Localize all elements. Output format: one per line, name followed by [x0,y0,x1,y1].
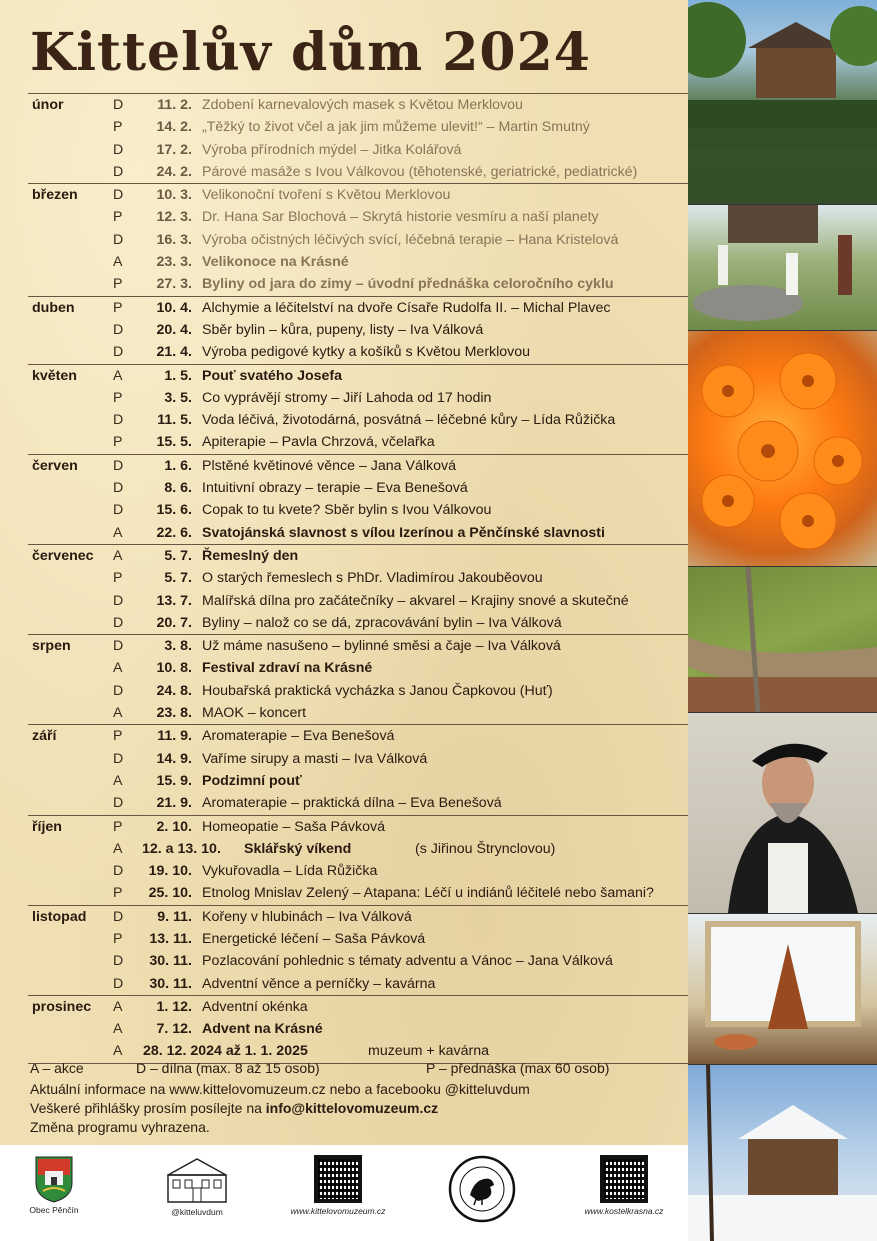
event-title: Velikonoce na Krásné [202,254,349,271]
qr-code-icon [600,1155,648,1203]
event-row [28,522,688,544]
kitteluvdum-label: @kitteluvdum [171,1207,223,1217]
event-title: muzeum + kavárna [368,1043,490,1060]
month-label: prosinec [32,998,92,1015]
event-title: Sběr bylin – kůra, pupeny, listy – Iva Válková [202,321,484,338]
event-row [28,590,688,612]
event-type: A [113,1021,123,1038]
month-group [28,815,688,905]
event-type: D [113,97,124,113]
event-title: Vykuřovadla – Lída Růžička [202,863,378,880]
event-title: Zdobení karnevalových masek s Květou Merklovou [202,97,523,113]
event-date: 15. 6. [156,502,192,519]
raven-stamp-icon [448,1155,516,1223]
event-title: Homeopatie – Saša Pávková [202,818,385,835]
event-type: A [113,254,123,271]
event-type: D [113,795,124,812]
event-date: 12. a 13. 10. [142,840,221,857]
event-row [28,251,688,273]
qr-code-icon [314,1155,362,1203]
event-type: D [113,638,124,655]
event-date: 5. 7. [164,570,192,587]
event-date: 28. 12. 2024 až 1. 1. 2025 [143,1043,308,1060]
month-group [28,905,688,995]
coat-of-arms-icon [33,1155,75,1203]
event-type: D [113,231,124,248]
marigold-photo-icon [688,331,877,566]
event-date: 17. 2. [156,141,192,158]
event-date: 16. 3. [156,231,192,248]
month-group [28,296,688,364]
garden-photo-icon [688,205,877,330]
event-title: Aromaterapie – Eva Benešová [202,728,395,745]
event-title: Voda léčivá, životodárná, posvátná – léčebné kůry – Lída Růžička [202,412,616,429]
event-type: D [113,502,124,519]
event-title: MAOK – koncert [202,705,307,722]
month-group [28,454,688,544]
event-type: P [113,209,123,226]
house-drawing-icon [162,1155,232,1205]
event-type: D [113,953,124,970]
event-type: D [113,682,124,699]
event-row [28,161,688,183]
event-date: 14. 9. [156,750,192,767]
event-date: 15. 5. [156,434,192,451]
event-row [28,229,688,251]
event-type: P [113,276,123,293]
info-registration-line [30,1099,680,1118]
event-date: 24. 8. [156,682,192,699]
event-date: 1. 5. [164,367,192,384]
event-row [28,567,688,589]
event-row [28,545,688,567]
event-title: Adventní okénka [202,998,308,1015]
portrait-photo-icon [688,713,877,913]
event-date: 8. 6. [164,480,192,497]
event-date: 10. 3. [156,187,192,204]
obec-pencin-logo [28,1155,80,1215]
event-title: Malířská dílna pro začátečníky – akvarel – Krajiny snové a skutečné [202,592,629,609]
event-date: 13. 7. [156,592,192,609]
event-date: 12. 3. [156,209,192,226]
obec-pencin-label: Obec Pěnčín [29,1205,79,1215]
event-row [28,206,688,228]
event-schedule [28,93,688,1064]
month-group [28,93,688,183]
event-row [28,657,688,679]
event-title: Pouť svatého Josefa [202,367,343,384]
event-row [28,816,688,838]
event-date: 1. 6. [164,457,192,474]
event-type: P [113,885,123,902]
event-date: 11. 9. [157,728,192,745]
event-row [28,680,688,702]
event-title: Plstěné květinové věnce – Jana Válková [202,457,456,474]
month-label: listopad [32,908,87,925]
event-title: Výroba pedigové kytky a košíků s Květou Merklovou [202,344,531,361]
event-row [28,341,688,363]
month-label: květen [32,367,77,384]
event-row [28,770,688,792]
qr-kostelkrasna-label: www.kostelkrasna.cz [584,1206,664,1216]
event-date: 19. 10. [148,863,192,880]
legend [30,1058,680,1078]
event-row [28,996,688,1018]
info-email-link[interactable]: info@kittelovomuzeum.cz [265,1100,439,1116]
info-registration-text: Veškeré přihlášky prosím posílejte na [30,1100,266,1116]
event-row [28,906,688,928]
event-date: 22. 6. [156,524,192,541]
event-title: Velikonoční tvoření s Květou Merklovou [202,187,451,204]
event-row [28,612,688,634]
month-group [28,183,688,295]
event-row [28,973,688,995]
event-date: 30. 11. [149,975,192,992]
event-type: D [113,141,124,158]
month-group [28,724,688,814]
legend-dilna: D – dílna (max. 8 až 15 osob) [136,1060,320,1076]
event-row [28,455,688,477]
event-type: A [113,772,123,789]
photo-man-in-tricorn [688,713,877,913]
event-type: D [113,412,124,429]
qr-kittelovomuzeum-label: www.kittelovomuzeum.cz [290,1206,386,1216]
event-title: Energetické léčení – Saša Pávková [202,930,426,947]
event-row [28,792,688,814]
event-type: D [113,480,124,497]
info-disclaimer: Změna programu vyhrazena. [30,1119,210,1135]
event-title: Řemeslný den [202,547,299,564]
legend-akce: A – akce [30,1060,84,1076]
event-row [28,116,688,138]
month-label: září [32,728,57,745]
event-date: 30. 11. [149,953,192,970]
event-row [28,184,688,206]
photo-house-pond [688,0,877,204]
event-title: Co vyprávějí stromy – Jiří Lahoda od 17 hodin [202,389,492,406]
event-title: „Těžký to život včel a jak jim můžeme ulevit!“ – Martin Smutný [202,119,590,136]
event-type: A [113,660,123,677]
event-type: D [113,321,124,338]
event-row [28,860,688,882]
month-group [28,364,688,454]
event-row [28,409,688,431]
event-date: 23. 3. [156,254,192,271]
event-row [28,94,688,116]
event-row [28,431,688,453]
event-title: Byliny od jara do zimy – úvodní přednáška celoročního cyklu [202,276,614,293]
month-label: duben [32,299,75,316]
page-title: Kittelův dům 2024 [30,22,591,83]
event-row [28,477,688,499]
event-type: D [113,163,124,180]
photo-window-decoration [688,914,877,1064]
event-row [28,387,688,409]
event-type: P [113,434,123,451]
event-title: Advent na Krásné [202,1021,323,1038]
event-title: Výroba očistných léčivých svící, léčebná terapie – Hana Kristelová [202,231,619,248]
month-label: srpen [32,638,71,655]
event-title: Kořeny v hlubinách – Iva Válková [202,908,412,925]
event-row [28,838,688,860]
month-label: červen [32,457,78,474]
month-group [28,544,688,634]
event-date: 5. 7. [164,547,192,564]
event-type: D [113,187,124,204]
event-title: Intuitivní obrazy – terapie – Eva Benešová [202,480,468,497]
herb-path-photo-icon [688,567,877,712]
month-label: říjen [32,818,62,835]
event-type: D [113,750,124,767]
event-title: Sklářský víkend [244,840,352,857]
event-title: Copak to tu kvete? Sběr bylin s Ivou Válkovou [202,502,492,519]
winter-photo-icon [688,1065,877,1241]
event-title: Houbařská praktická vycházka s Janou Čapkovou (Huť) [202,682,553,699]
event-date: 23. 8. [156,705,192,722]
month-label: březen [32,187,78,204]
event-type: P [113,119,123,136]
event-title: Adventní věnce a perníčky – kavárna [202,975,436,992]
event-type: A [113,840,123,857]
event-type: D [113,975,124,992]
event-type: D [113,592,124,609]
event-title: Svatojánská slavnost s vílou Izerínou a Pěnčínské slavnosti [202,524,605,541]
event-row [28,748,688,770]
photo-column [688,0,877,1241]
event-date: 2. 10. [156,818,192,835]
event-type: A [113,998,123,1015]
event-row [28,319,688,341]
event-row [28,1018,688,1040]
photo-herb-path [688,567,877,712]
event-type: D [113,457,124,474]
event-date: 11. 2. [157,97,192,113]
event-date: 9. 11. [157,908,192,925]
event-title: Už máme nasušeno – bylinné směsi a čaje – Iva Válková [202,638,561,655]
month-group [28,995,688,1063]
event-date: 15. 9. [156,772,192,789]
event-row [28,635,688,657]
event-date: 20. 4. [156,321,192,338]
event-title: Dr. Hana Sar Blochová – Skrytá historie vesmíru a naší planety [202,209,599,226]
month-label: červenec [32,547,94,564]
month-label: únor [32,97,64,113]
event-title: Podzimní pouť [202,772,302,789]
legend-prednaska: P – přednáška (max 60 osob) [426,1060,610,1076]
event-row [28,702,688,724]
event-date: 13. 11. [149,930,192,947]
event-date: 14. 2. [156,119,192,136]
event-title: O starých řemeslech s PhDr. Vladimírou Jakouběovou [202,570,543,587]
event-title: Alchymie a léčitelství na dvoře Císaře Rudolfa II. – Michal Plavec [202,299,611,316]
event-row [28,725,688,747]
event-date: 10. 8. [156,660,192,677]
kitteluvdum-logo [160,1155,234,1217]
event-title: Festival zdraví na Krásné [202,660,373,677]
event-title: Výroba přírodních mýdel – Jitka Kolářová [202,141,462,158]
event-row [28,928,688,950]
event-type: A [113,547,123,564]
event-row [28,273,688,295]
event-date: 20. 7. [156,614,192,631]
event-row [28,365,688,387]
event-type: D [113,614,124,631]
event-type: A [113,524,123,541]
event-title: Pozlacování pohlednic s tématy adventu a Vánoc – Jana Válková [202,953,613,970]
event-title: Byliny – nalož co se dá, zpracovávání bylin – Iva Válková [202,614,562,631]
photo-marigold-flowers [688,331,877,566]
event-date: 1. 12. [156,998,192,1015]
event-row [28,499,688,521]
event-type: P [113,818,123,835]
event-date: 27. 3. [156,276,192,293]
event-type: A [113,705,123,722]
photo-children-garden [688,205,877,330]
event-date: 10. 4. [156,299,192,316]
event-row [28,297,688,319]
event-date: 21. 9. [156,795,192,812]
event-date: 24. 2. [156,163,192,180]
event-type: D [113,344,124,361]
month-group [28,634,688,724]
event-type: D [113,908,124,925]
event-type: P [113,389,123,406]
event-title: Vaříme sirupy a masti – Iva Válková [202,750,428,767]
qr-kostelkrasna[interactable] [568,1155,680,1216]
event-row [28,950,688,972]
event-date: 11. 5. [157,412,192,429]
event-type: P [113,570,123,587]
event-type: P [113,930,123,947]
qr-kittelovomuzeum[interactable] [282,1155,394,1216]
event-title: Aromaterapie – praktická dílna – Eva Benešová [202,795,502,812]
event-date: 3. 8. [164,638,192,655]
photo-winter-house [688,1065,877,1241]
event-date: 21. 4. [156,344,192,361]
event-title: Etnolog Mnislav Zelený – Atapana: Léčí u indiánů léčitelé nebo šamani? [202,885,654,902]
event-row [28,882,688,904]
info-website-line: Aktuální informace na www.kittelovomuzeum.cz nebo a facebooku @kitteluvdum [30,1081,530,1097]
house-photo-icon [688,0,877,204]
window-photo-icon [688,914,877,1064]
event-date: 7. 12. [156,1021,192,1038]
event-type: A [113,1043,123,1060]
event-type: A [113,367,123,384]
event-type: P [113,728,123,745]
info-block [30,1080,680,1137]
event-date: 3. 5. [164,389,192,406]
event-row [28,139,688,161]
event-type: P [113,299,123,316]
event-title: Apiterapie – Pavla Chrzová, včelařka [202,434,435,451]
museum-stamp [446,1155,518,1225]
event-title: Párové masáže s Ivou Válkovou (těhotenské, geriatrické, pediatrické) [202,163,638,180]
event-type: D [113,863,124,880]
event-date: 25. 10. [148,885,192,902]
event-title-extra: (s Jiřinou Štrynclovou) [415,840,556,857]
